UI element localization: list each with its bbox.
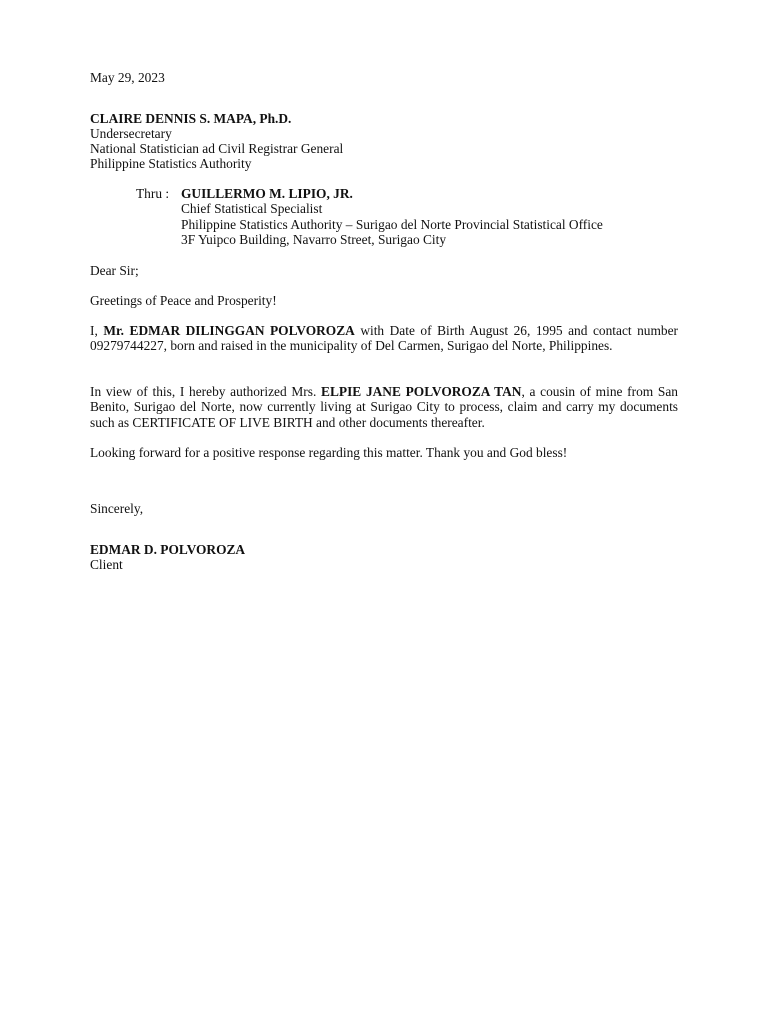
paragraph-authorization [90,384,678,430]
paragraph-authorizer [90,323,678,354]
thru-label: Thru : [136,186,170,201]
paragraph-authorizer-pre: I, [90,323,104,338]
recipient-name: CLAIRE DENNIS S. MAPA, Ph.D. [90,111,292,126]
valediction: Sincerely, [90,501,144,516]
recipient-title: Undersecretary [90,126,172,141]
authorized-name: ELPIE JANE POLVOROZA TAN [321,384,522,399]
closing-line: Looking forward for a positive response regarding this matter. Thank you and God bless! [90,445,568,460]
paragraph-authorizer-post: with Date of Birth August 26, 1995 and contact number 09279744227, born and raised in the municipality of Del Carmen, Surigao del Norte, Philippines. [90,323,679,354]
paragraph-authorization-pre: In view of this, I hereby authorized Mrs. [90,384,322,399]
salutation: Dear Sir; [90,263,139,278]
recipient-position: National Statistician ad Civil Registrar General [90,141,344,156]
thru-address: 3F Yuipco Building, Navarro Street, Surigao City [181,231,447,247]
thru-block [181,186,603,247]
authorizer-name: Mr. EDMAR DILINGGAN POLVOROZA [103,323,355,338]
thru-title: Chief Statistical Specialist [181,201,323,217]
recipient-agency: Philippine Statistics Authority [90,156,252,171]
greeting: Greetings of Peace and Prosperity! [90,293,277,308]
paragraph-authorization-post: , a cousin of mine from San Benito, Surigao del Norte, now currently living at Surigao City to process, claim and carry my documents such as CERTIFICATE OF LIVE BIRTH and other documents thereafter. [90,384,678,430]
thru-office: Philippine Statistics Authority – Surigao del Norte Provincial Statistical Office [181,216,603,232]
thru-name: GUILLERMO M. LIPIO, JR. [181,186,353,201]
letter-date: May 29, 2023 [90,70,165,85]
signatory-role: Client [90,557,123,572]
signatory-name: EDMAR D. POLVOROZA [90,542,246,557]
